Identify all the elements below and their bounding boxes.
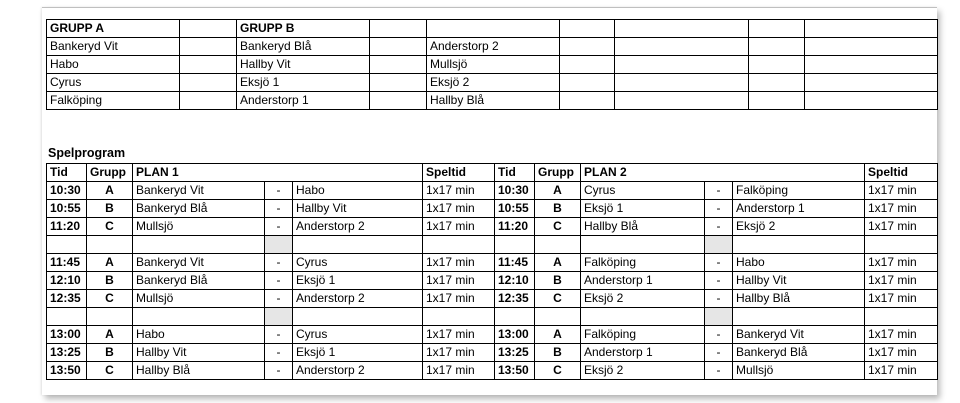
match-group: C xyxy=(87,290,133,308)
header-grupp-2: Grupp xyxy=(535,164,581,182)
group-team-cell: Eksjö 2 xyxy=(427,74,560,92)
match-group: C xyxy=(87,362,133,380)
versus-separator: - xyxy=(265,272,293,290)
group-team-cell: Mullsjö xyxy=(427,56,560,74)
match-duration: 1x17 min xyxy=(423,344,495,362)
groups-row xyxy=(47,56,938,74)
home-team-2: Eksjö 2 xyxy=(581,362,705,380)
spacer-cell xyxy=(293,308,423,326)
group-team-cell xyxy=(615,56,749,74)
group-team-cell xyxy=(370,38,427,56)
spacer-cell xyxy=(865,236,938,254)
match-duration-2: 1x17 min xyxy=(865,200,938,218)
away-team: Habo xyxy=(293,182,423,200)
schedule-match-row xyxy=(47,272,938,290)
match-time-2: 12:35 xyxy=(495,290,535,308)
match-group: A xyxy=(87,254,133,272)
versus-separator-2: - xyxy=(705,200,733,218)
spacer-cell xyxy=(581,308,705,326)
away-team: Cyrus xyxy=(293,254,423,272)
versus-separator-2: - xyxy=(705,326,733,344)
match-time-2: 13:50 xyxy=(495,362,535,380)
header-grupp: Grupp xyxy=(87,164,133,182)
schedule-spacer-row xyxy=(47,236,938,254)
match-group-2: C xyxy=(535,218,581,236)
group-team-cell xyxy=(560,74,615,92)
group-team-cell: Bankeryd Blå xyxy=(237,38,370,56)
group-team-cell xyxy=(615,92,749,110)
header-speltid-2: Speltid xyxy=(865,164,938,182)
match-group-2: A xyxy=(535,182,581,200)
versus-separator: - xyxy=(265,218,293,236)
group-team-cell xyxy=(370,92,427,110)
home-team: Bankeryd Vit xyxy=(133,182,265,200)
home-team: Mullsjö xyxy=(133,218,265,236)
group-team-cell xyxy=(180,74,237,92)
group-team-cell xyxy=(805,38,938,56)
home-team-2: Eksjö 1 xyxy=(581,200,705,218)
match-duration: 1x17 min xyxy=(423,326,495,344)
home-team: Bankeryd Vit xyxy=(133,254,265,272)
versus-separator: - xyxy=(265,200,293,218)
away-team-2: Falköping xyxy=(733,182,865,200)
group-team-cell xyxy=(749,56,805,74)
schedule-match-row xyxy=(47,326,938,344)
spacer-cell xyxy=(133,236,265,254)
group-header-cell xyxy=(427,20,560,38)
spacer-cell xyxy=(865,308,938,326)
match-time: 10:55 xyxy=(47,200,87,218)
spacer-cell xyxy=(87,236,133,254)
groups-table xyxy=(46,19,938,110)
match-duration-2: 1x17 min xyxy=(865,344,938,362)
groups-row xyxy=(47,92,938,110)
away-team-2: Habo xyxy=(733,254,865,272)
away-team: Hallby Vit xyxy=(293,200,423,218)
group-team-cell xyxy=(560,38,615,56)
away-team: Eksjö 1 xyxy=(293,344,423,362)
schedule-table xyxy=(46,163,938,380)
match-group-2: B xyxy=(535,200,581,218)
match-duration: 1x17 min xyxy=(423,182,495,200)
group-team-cell xyxy=(805,74,938,92)
group-team-cell xyxy=(180,38,237,56)
group-team-cell: Cyrus xyxy=(47,74,180,92)
header-plan-1: PLAN 1 xyxy=(133,164,423,182)
match-group: B xyxy=(87,344,133,362)
match-duration-2: 1x17 min xyxy=(865,272,938,290)
match-duration: 1x17 min xyxy=(423,218,495,236)
match-group: B xyxy=(87,272,133,290)
group-team-cell: Hallby Vit xyxy=(237,56,370,74)
match-duration-2: 1x17 min xyxy=(865,254,938,272)
away-team: Cyrus xyxy=(293,326,423,344)
match-duration: 1x17 min xyxy=(423,200,495,218)
schedule-match-row xyxy=(47,182,938,200)
home-team: Bankeryd Blå xyxy=(133,272,265,290)
group-header-cell xyxy=(805,20,938,38)
group-team-cell: Anderstorp 1 xyxy=(237,92,370,110)
match-duration-2: 1x17 min xyxy=(865,290,938,308)
away-team: Anderstorp 2 xyxy=(293,362,423,380)
group-team-cell xyxy=(615,38,749,56)
header-tid-2: Tid xyxy=(495,164,535,182)
match-time-2: 13:00 xyxy=(495,326,535,344)
away-team-2: Hallby Vit xyxy=(733,272,865,290)
match-group-2: C xyxy=(535,362,581,380)
spacer-cell xyxy=(535,308,581,326)
match-time: 13:25 xyxy=(47,344,87,362)
group-team-cell xyxy=(370,56,427,74)
group-team-cell xyxy=(615,74,749,92)
spacer-cell xyxy=(133,308,265,326)
schedule-title: Spelprogram xyxy=(48,146,126,160)
group-header-cell xyxy=(749,20,805,38)
spacer-cell xyxy=(423,308,495,326)
spacer-cell xyxy=(733,236,865,254)
home-team-2: Hallby Blå xyxy=(581,218,705,236)
match-time-2: 11:45 xyxy=(495,254,535,272)
group-team-cell xyxy=(560,56,615,74)
home-team: Hallby Vit xyxy=(133,344,265,362)
header-tid: Tid xyxy=(47,164,87,182)
page-top-line xyxy=(42,7,937,8)
versus-separator-2: - xyxy=(705,290,733,308)
schedule-match-row xyxy=(47,218,938,236)
home-team-2: Anderstorp 1 xyxy=(581,344,705,362)
group-team-cell xyxy=(805,92,938,110)
match-group-2: B xyxy=(535,272,581,290)
match-time: 10:30 xyxy=(47,182,87,200)
match-duration-2: 1x17 min xyxy=(865,362,938,380)
match-time: 12:10 xyxy=(47,272,87,290)
spacer-cell xyxy=(733,308,865,326)
group-header-cell: GRUPP B xyxy=(237,20,370,38)
away-team: Eksjö 1 xyxy=(293,272,423,290)
match-time: 13:50 xyxy=(47,362,87,380)
group-team-cell: Falköping xyxy=(47,92,180,110)
group-team-cell: Habo xyxy=(47,56,180,74)
away-team-2: Eksjö 2 xyxy=(733,218,865,236)
spacer-cell xyxy=(495,308,535,326)
match-duration-2: 1x17 min xyxy=(865,326,938,344)
match-duration: 1x17 min xyxy=(423,362,495,380)
versus-separator: - xyxy=(265,362,293,380)
match-time-2: 12:10 xyxy=(495,272,535,290)
group-header-cell xyxy=(180,20,237,38)
match-group: A xyxy=(87,326,133,344)
away-team-2: Bankeryd Vit xyxy=(733,326,865,344)
match-duration: 1x17 min xyxy=(423,272,495,290)
group-team-cell: Hallby Blå xyxy=(427,92,560,110)
schedule-header-row xyxy=(47,164,938,182)
spacer-cell xyxy=(535,236,581,254)
match-group: C xyxy=(87,218,133,236)
header-plan-2: PLAN 2 xyxy=(581,164,865,182)
spacer-cell xyxy=(495,236,535,254)
group-team-cell xyxy=(370,74,427,92)
versus-separator: - xyxy=(265,344,293,362)
group-team-cell xyxy=(749,74,805,92)
match-group-2: A xyxy=(535,254,581,272)
away-team-2: Bankeryd Blå xyxy=(733,344,865,362)
match-group-2: B xyxy=(535,344,581,362)
group-team-cell xyxy=(749,92,805,110)
group-team-cell xyxy=(180,56,237,74)
groups-header-row xyxy=(47,20,938,38)
home-team-2: Anderstorp 1 xyxy=(581,272,705,290)
groups-row xyxy=(47,74,938,92)
versus-separator-2: - xyxy=(705,272,733,290)
match-time-2: 10:55 xyxy=(495,200,535,218)
home-team-2: Falköping xyxy=(581,254,705,272)
spacer-cell xyxy=(423,236,495,254)
match-time: 11:45 xyxy=(47,254,87,272)
spacer-cell xyxy=(705,236,733,254)
away-team: Anderstorp 2 xyxy=(293,290,423,308)
match-time: 11:20 xyxy=(47,218,87,236)
schedule-match-row xyxy=(47,290,938,308)
home-team: Bankeryd Blå xyxy=(133,200,265,218)
away-team-2: Hallby Blå xyxy=(733,290,865,308)
versus-separator-2: - xyxy=(705,182,733,200)
match-group: B xyxy=(87,200,133,218)
versus-separator: - xyxy=(265,182,293,200)
match-duration-2: 1x17 min xyxy=(865,218,938,236)
spacer-cell xyxy=(47,236,87,254)
match-duration: 1x17 min xyxy=(423,254,495,272)
spacer-cell xyxy=(265,308,293,326)
match-time: 12:35 xyxy=(47,290,87,308)
versus-separator: - xyxy=(265,326,293,344)
group-team-cell xyxy=(805,56,938,74)
group-header-cell xyxy=(370,20,427,38)
spacer-cell xyxy=(581,236,705,254)
group-team-cell xyxy=(560,92,615,110)
away-team: Anderstorp 2 xyxy=(293,218,423,236)
group-team-cell: Eksjö 1 xyxy=(237,74,370,92)
schedule-match-row xyxy=(47,254,938,272)
versus-separator-2: - xyxy=(705,362,733,380)
versus-separator-2: - xyxy=(705,344,733,362)
schedule-match-row xyxy=(47,362,938,380)
home-team: Hallby Blå xyxy=(133,362,265,380)
document-page xyxy=(42,7,937,395)
group-team-cell xyxy=(180,92,237,110)
versus-separator-2: - xyxy=(705,218,733,236)
group-team-cell: Anderstorp 2 xyxy=(427,38,560,56)
group-header-cell xyxy=(615,20,749,38)
match-group-2: A xyxy=(535,326,581,344)
groups-row xyxy=(47,38,938,56)
schedule-match-row xyxy=(47,344,938,362)
group-header-cell: GRUPP A xyxy=(47,20,180,38)
home-team: Habo xyxy=(133,326,265,344)
group-team-cell: Bankeryd Vit xyxy=(47,38,180,56)
match-group: A xyxy=(87,182,133,200)
match-time-2: 10:30 xyxy=(495,182,535,200)
match-duration-2: 1x17 min xyxy=(865,182,938,200)
spacer-cell xyxy=(705,308,733,326)
match-duration: 1x17 min xyxy=(423,290,495,308)
home-team-2: Falköping xyxy=(581,326,705,344)
match-time: 13:00 xyxy=(47,326,87,344)
home-team: Mullsjö xyxy=(133,290,265,308)
spacer-cell xyxy=(47,308,87,326)
match-group-2: C xyxy=(535,290,581,308)
match-time-2: 11:20 xyxy=(495,218,535,236)
header-speltid: Speltid xyxy=(423,164,495,182)
versus-separator: - xyxy=(265,290,293,308)
away-team-2: Anderstorp 1 xyxy=(733,200,865,218)
match-time-2: 13:25 xyxy=(495,344,535,362)
schedule-spacer-row xyxy=(47,308,938,326)
group-header-cell xyxy=(560,20,615,38)
home-team-2: Eksjö 2 xyxy=(581,290,705,308)
group-team-cell xyxy=(749,38,805,56)
home-team-2: Cyrus xyxy=(581,182,705,200)
schedule-match-row xyxy=(47,200,938,218)
spacer-cell xyxy=(265,236,293,254)
spacer-cell xyxy=(87,308,133,326)
spacer-cell xyxy=(293,236,423,254)
versus-separator: - xyxy=(265,254,293,272)
away-team-2: Mullsjö xyxy=(733,362,865,380)
versus-separator-2: - xyxy=(705,254,733,272)
